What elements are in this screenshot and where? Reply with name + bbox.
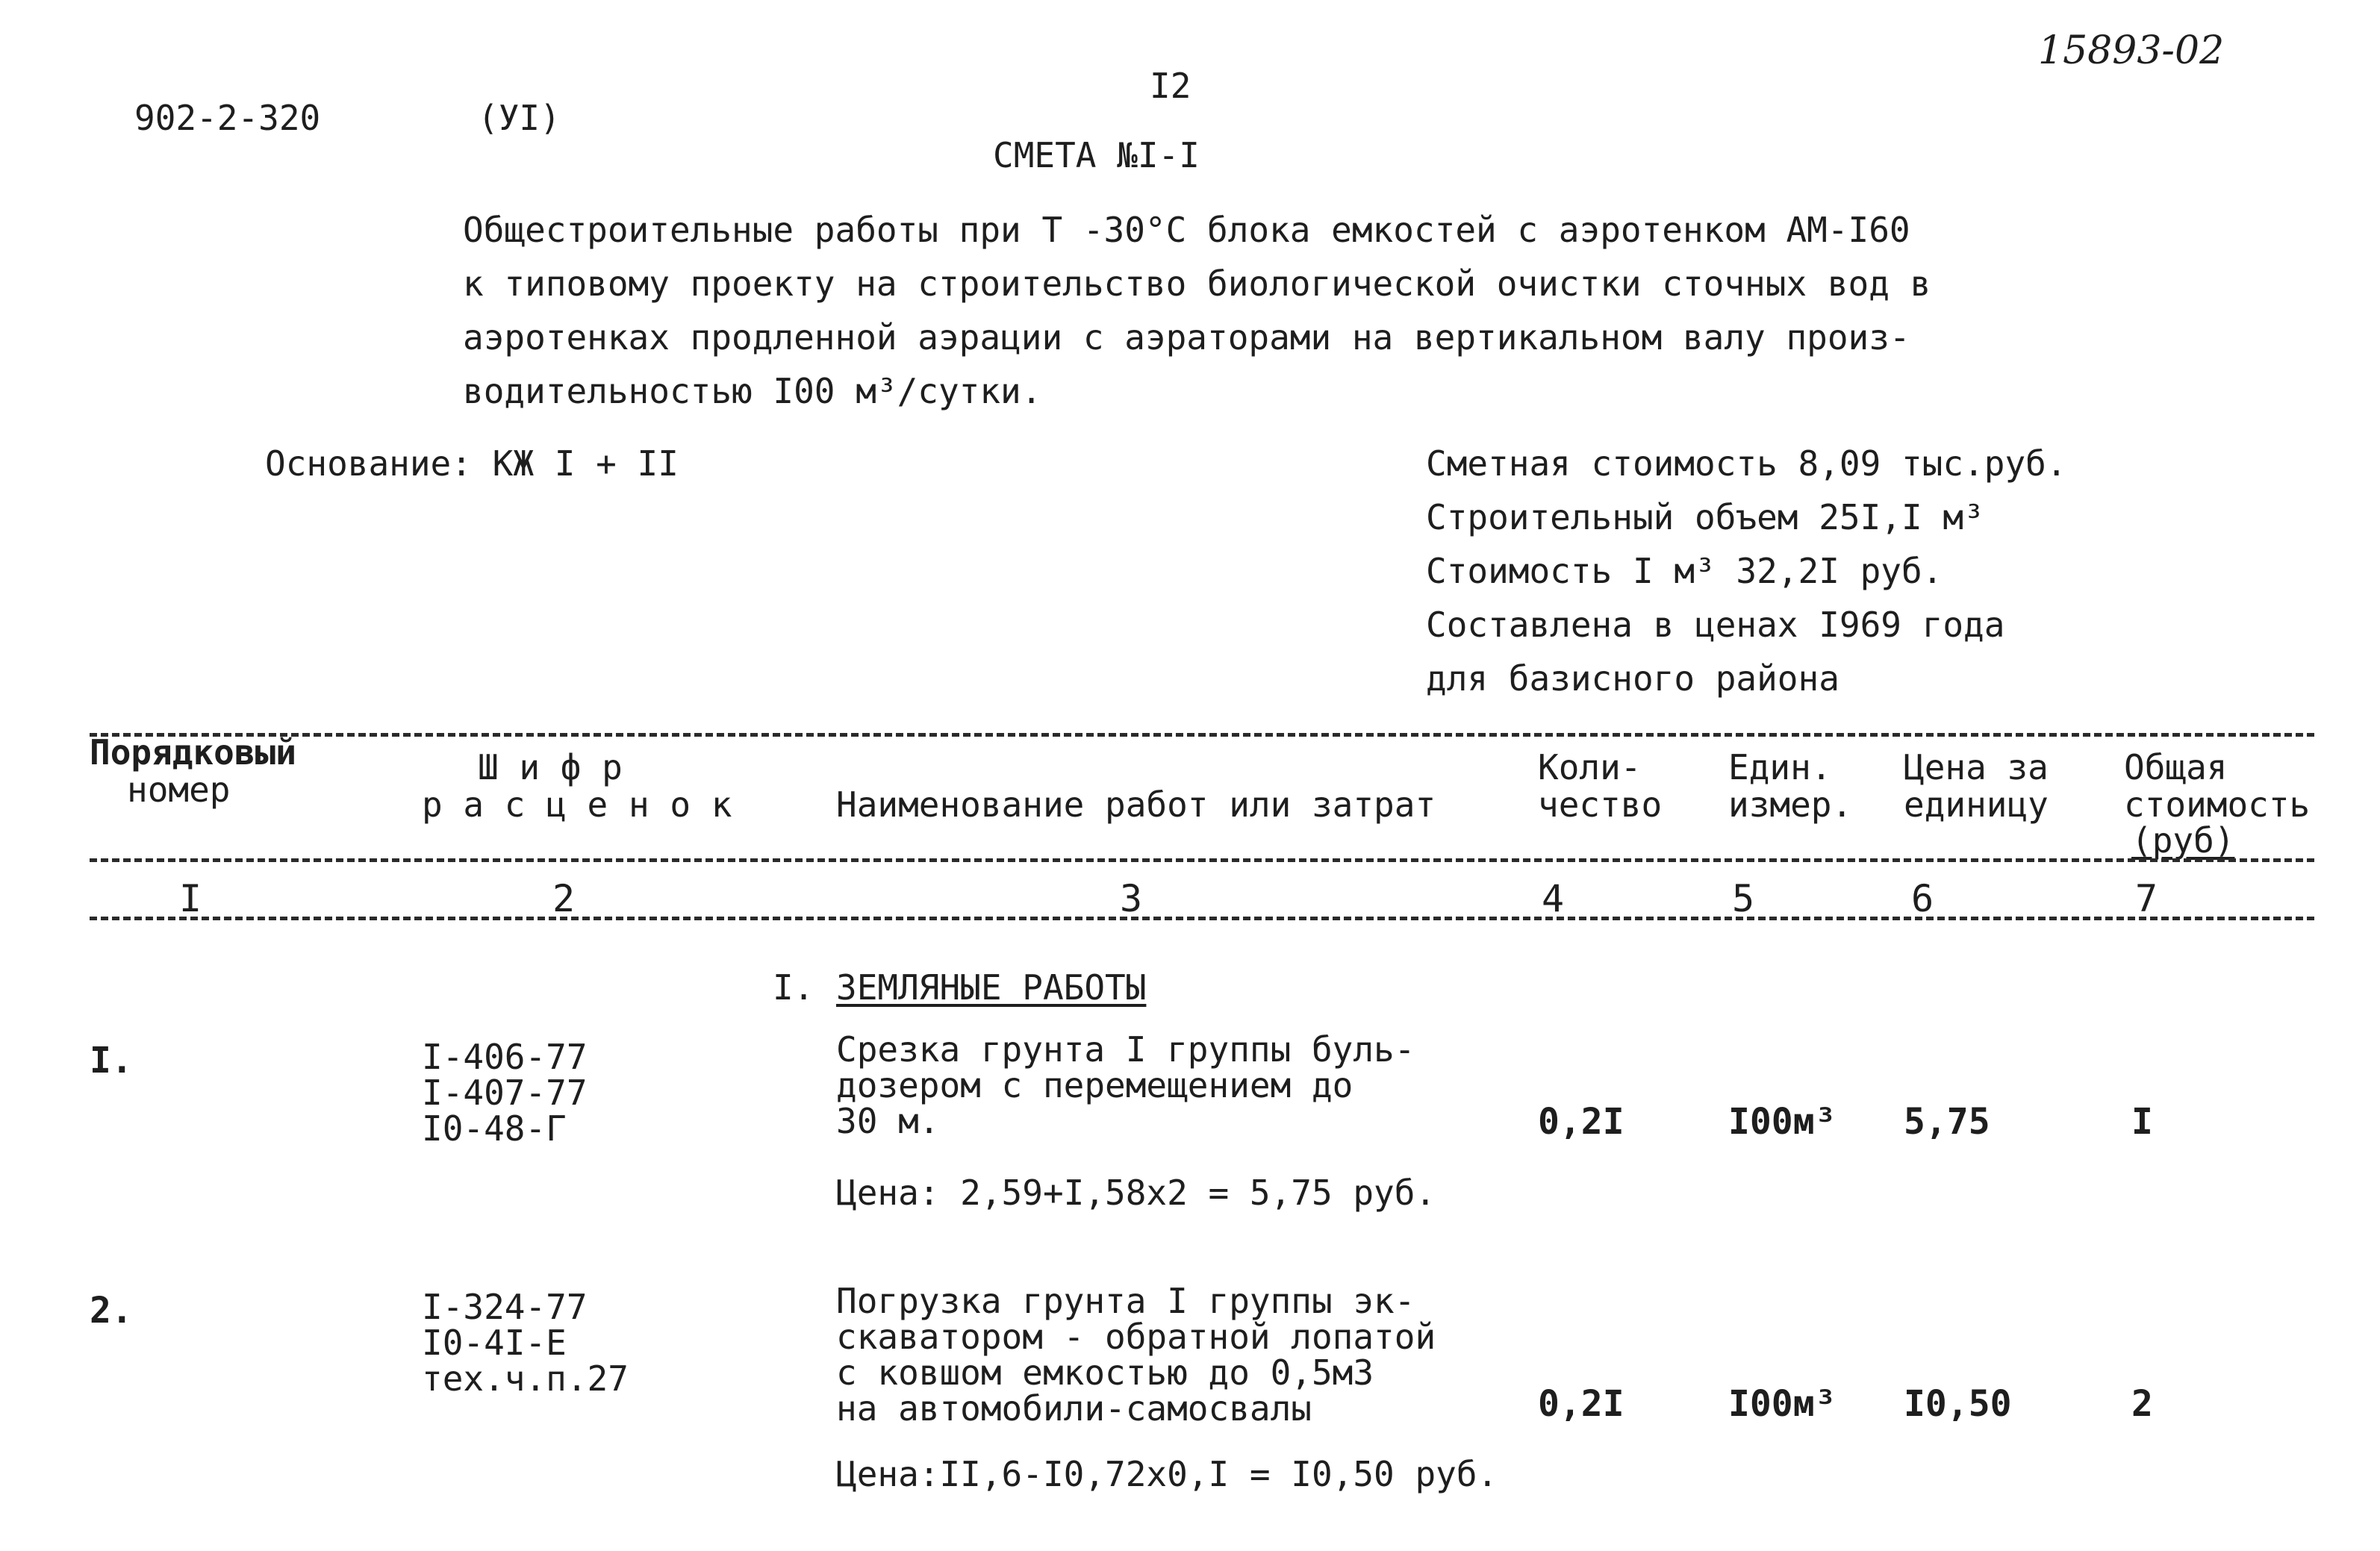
row2-total: 2 bbox=[2131, 1383, 2153, 1425]
header-col3: Наименование работ или затрат bbox=[836, 784, 1436, 825]
row2-name-line4: на автомобили-самосвалы bbox=[836, 1388, 1312, 1429]
section-number: I. bbox=[773, 967, 814, 1008]
header-col4-line1: Коли- bbox=[1538, 747, 1642, 787]
header-col1-line1: Порядковый bbox=[90, 732, 296, 773]
row1-total: I bbox=[2131, 1101, 2153, 1143]
page-number: I2 bbox=[1150, 66, 1191, 106]
row2-code-3: тех.ч.п.27 bbox=[422, 1358, 629, 1399]
row2-price: I0,50 bbox=[1904, 1383, 2012, 1425]
section-title: ЗЕМЛЯНЫЕ РАБОТЫ bbox=[836, 967, 1147, 1008]
row1-code-2: I-407-77 bbox=[422, 1073, 588, 1113]
header-col5-line1: Един. bbox=[1728, 747, 1832, 787]
row2-price-note: Цена:II,6-I0,72х0,I = I0,50 руб. bbox=[836, 1454, 1498, 1494]
header-col5-line2: измер. bbox=[1728, 784, 1853, 825]
row1-price: 5,75 bbox=[1904, 1101, 1990, 1143]
row1-code-1: I-406-77 bbox=[422, 1037, 588, 1077]
header-col6-line1: Цена за bbox=[1904, 747, 2049, 787]
row2-code-2: I0-4I-Е bbox=[422, 1323, 567, 1363]
row1-quantity: 0,2I bbox=[1538, 1101, 1624, 1143]
description-line-1: Общестроительные работы при Т -30°С блока емкостей с аэротенком АМ-I60 bbox=[463, 210, 1910, 250]
table-header-rule bbox=[90, 858, 2314, 862]
column-number-rule bbox=[90, 917, 2314, 920]
description-line-2: к типовому проекту на строительство биологической очистки сточных вод в bbox=[463, 263, 1931, 304]
summary-region: для базисного района bbox=[1426, 658, 1839, 699]
handwritten-number: 15893-02 bbox=[2038, 28, 2225, 73]
estimate-title: СМЕТА №I-I bbox=[993, 135, 1200, 175]
document-part: (УI) bbox=[478, 98, 561, 138]
header-col7-line3: (руб) bbox=[2131, 820, 2235, 861]
row2-quantity: 0,2I bbox=[1538, 1383, 1624, 1425]
row2-number: 2. bbox=[90, 1290, 133, 1332]
summary-volume: Строительный объем 25I,I м³ bbox=[1426, 497, 1984, 537]
row2-name-line1: Погрузка грунта I группы эк- bbox=[836, 1281, 1415, 1321]
row2-code-1: I-324-77 bbox=[422, 1287, 588, 1327]
column-number-7: 7 bbox=[2135, 877, 2158, 920]
header-col4-line2: чество bbox=[1538, 784, 1663, 825]
row1-code-3: I0-48-Г bbox=[422, 1108, 567, 1149]
row1-name-line3: 30 м. bbox=[836, 1101, 940, 1141]
header-col6-line2: единицу bbox=[1904, 784, 2049, 825]
column-number-4: 4 bbox=[1542, 877, 1565, 920]
column-number-6: 6 bbox=[1911, 877, 1934, 920]
column-number-1: I bbox=[179, 877, 202, 920]
row2-name-line2: скаватором - обратной лопатой bbox=[836, 1317, 1436, 1357]
basis-line: Основание: КЖ I + II bbox=[265, 443, 679, 484]
row1-name-line2: дозером с перемещением до bbox=[836, 1065, 1353, 1105]
summary-cost: Сметная стоимость 8,09 тыс.руб. bbox=[1426, 443, 2067, 484]
column-number-3: 3 bbox=[1120, 877, 1143, 920]
row1-unit: I00м³ bbox=[1728, 1101, 1837, 1143]
description-line-4: водительностью I00 м³/сутки. bbox=[463, 371, 1042, 411]
header-col2-line2: р а с ц е н о к bbox=[422, 784, 732, 825]
header-col7-line2: стоимость bbox=[2124, 784, 2311, 825]
row1-name-line1: Срезка грунта I группы буль- bbox=[836, 1029, 1415, 1070]
header-col2-line1: Ш и ф р bbox=[478, 747, 623, 787]
row1-number: I. bbox=[90, 1040, 133, 1082]
table-top-rule bbox=[90, 733, 2314, 737]
header-col1-line2: номер bbox=[127, 770, 231, 810]
column-number-5: 5 bbox=[1732, 877, 1755, 920]
row2-unit: I00м³ bbox=[1728, 1383, 1837, 1425]
column-number-2: 2 bbox=[552, 877, 576, 920]
summary-prices-year: Составлена в ценах I969 года bbox=[1426, 605, 2005, 645]
description-line-3: аэротенках продленной аэрации с аэраторами на вертикальном валу произ- bbox=[463, 317, 1910, 358]
row1-price-note: Цена: 2,59+I,58х2 = 5,75 руб. bbox=[836, 1173, 1436, 1213]
header-col7-line1: Общая bbox=[2124, 747, 2228, 787]
row2-name-line3: с ковшом емкостью до 0,5м3 bbox=[836, 1352, 1374, 1393]
document-code: 902-2-320 bbox=[134, 98, 321, 138]
summary-unit-cost: Стоимость I м³ 32,2I руб. bbox=[1426, 551, 1943, 591]
